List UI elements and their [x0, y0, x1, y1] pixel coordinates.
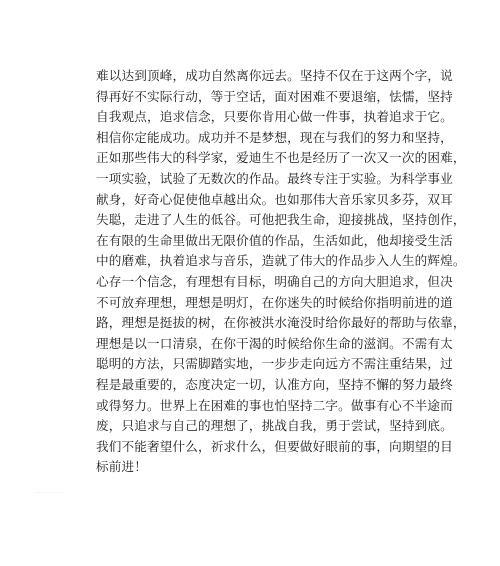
text-line: 理想是以一口清泉，在你干渴的时候给你生命的滋润。不需有太 [96, 335, 453, 351]
text-line: 在有限的生命里做出无限价值的作品，生活如此，他却接受生活 [96, 232, 453, 248]
text-line: 自我观点，追求信念，只要你肯用心做一件事，执着追求于它。 [96, 109, 453, 125]
text-line: 失聪，走进了人生的低谷。可他把我生命，迎接挑战，坚持创作， [96, 212, 466, 228]
text-line: 献身，好奇心促使他卓越出众。也如那伟大音乐家贝多芬，双耳 [96, 191, 453, 207]
text-line: 废，只追求与自己的理想了，挑战自我，勇于尝试，坚持到底。 [96, 418, 453, 434]
text-line: 或得努力。世界上在困难的事也怕坚持二字。做事有心不半途而 [96, 397, 453, 413]
footer-divider [36, 492, 66, 493]
text-line: 相信你定能成功。成功并不是梦想，现在与我们的努力和坚持， [96, 129, 453, 145]
text-line: 标前进！ [96, 459, 147, 475]
text-line: 我们不能奢望什么，祈求什么，但要做好眼前的事，向期望的目 [96, 438, 453, 454]
text-line: 中的磨难，执着追求与音乐，造就了伟大的作品步入人生的辉煌。 [96, 253, 466, 269]
text-line: 心存一个信念，有理想有目标，明确自己的方向大胆追求，但决 [96, 273, 453, 289]
text-line: 不可放弃理想，理想是明灯，在你迷失的时候给你指明前进的道 [96, 294, 453, 310]
essay-text-block [96, 66, 466, 478]
text-line: 程是最重要的，态度决定一切，认准方向，坚持不懈的努力最终 [96, 376, 453, 392]
text-line: 聪明的方法，只需脚踏实地，一步步走向远方不需注重结果，过 [96, 356, 453, 372]
text-line: 得再好不实际行动，等于空话，面对困难不要退缩，怯懦，坚持 [96, 88, 453, 104]
text-line: 难以达到顶峰，成功自然离你远去。坚持不仅在于这两个字，说 [96, 68, 453, 83]
text-line: 路，理想是挺拔的树，在你被洪水淹没时给你最好的帮助与依靠， [96, 315, 466, 331]
text-line: 正如那些伟大的科学家，爱迪生不也是经历了一次又一次的困难， [96, 150, 466, 166]
text-line: 一项实验，试验了无数次的作品。最终专注于实验。为科学事业 [96, 170, 453, 186]
